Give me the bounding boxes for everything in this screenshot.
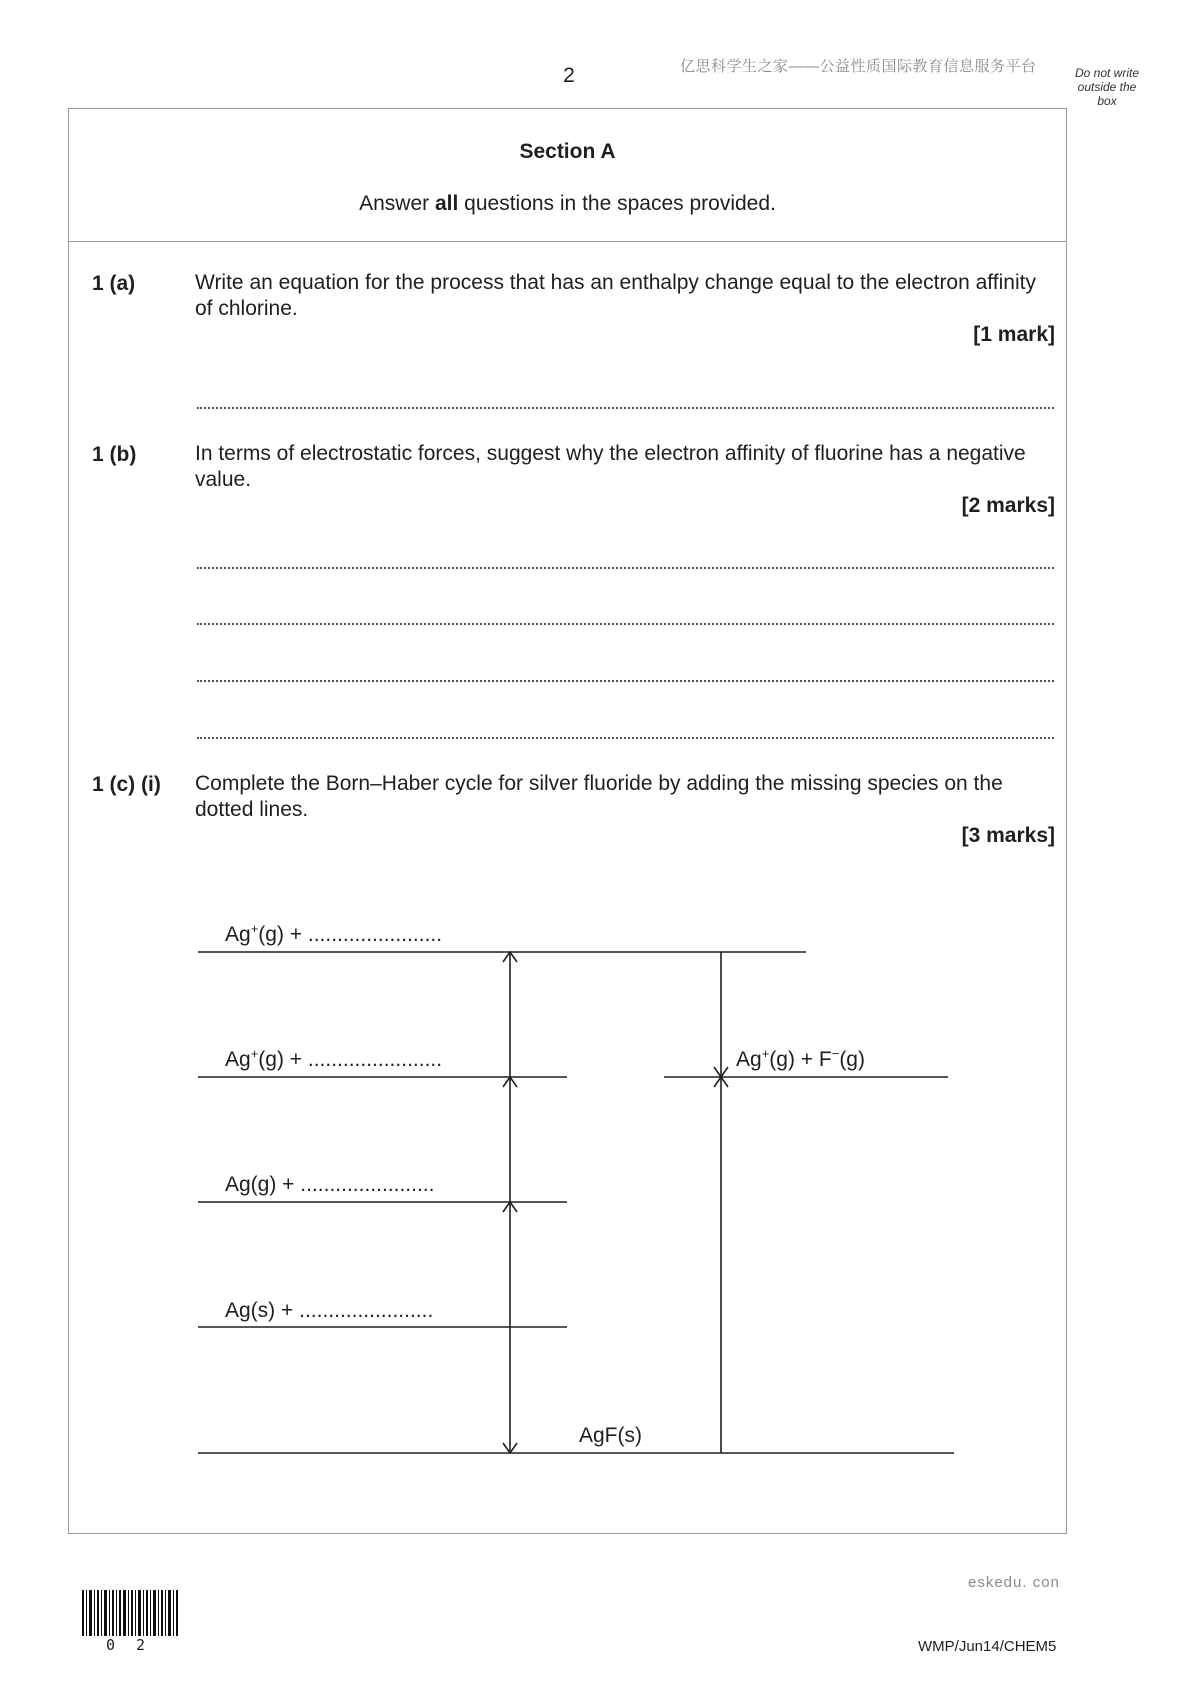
footer-code: WMP/Jun14/CHEM5 [918, 1638, 1057, 1655]
margin-note-line-1: Do not write [1074, 66, 1140, 80]
level2-rest[interactable]: (g) + ....................... [258, 1048, 443, 1071]
level-label-3[interactable]: Ag(g) + ....................... [225, 1173, 435, 1196]
ions-c: (g) [839, 1048, 865, 1071]
question-number-1b: 1 (b) [92, 443, 137, 466]
ions-a: Ag [736, 1048, 762, 1071]
barcode-number: 0 2 [106, 1636, 152, 1654]
level2-base: Ag [225, 1048, 251, 1071]
ions-label [736, 1046, 865, 1072]
level2-sup: + [250, 1046, 259, 1061]
level1-base: Ag [225, 923, 251, 946]
instruction-pre: Answer [359, 192, 435, 215]
question-text-1b: In terms of electrostatic forces, suggest why the electron affinity of fluorine has a negative value. [195, 442, 1026, 491]
barcode-icon [82, 1590, 178, 1636]
question-text-1a: Write an equation for the process that has an enthalpy change equal to the electron affinity of chlorine. [195, 271, 1036, 320]
section-title: Section A [519, 140, 616, 163]
marks-1a: [1 mark] [973, 323, 1055, 346]
watermark-text: 亿思科学生之家——公益性质国际教育信息服务平台 [680, 58, 1037, 75]
level-label-4[interactable]: Ag(s) + ....................... [225, 1299, 434, 1322]
level1-rest[interactable]: (g) + ....................... [258, 923, 443, 946]
question-number-1ci: 1 (c) (i) [92, 773, 161, 796]
ions-b-sup: − [831, 1046, 840, 1061]
instruction-bold: all [434, 192, 459, 215]
margin-note-line-2: outside the [1077, 80, 1137, 94]
product-label: AgF(s) [579, 1424, 642, 1447]
instruction-post: questions in the spaces provided. [458, 192, 776, 215]
question-text-1ci: Complete the Born–Haber cycle for silver fluoride by adding the missing species on the dotted lines. [195, 772, 1003, 821]
level-label-2 [225, 1046, 442, 1072]
footer-site: eskedu. con [968, 1574, 1060, 1591]
page-number: 2 [563, 64, 575, 87]
ions-b: (g) + F [769, 1048, 832, 1071]
ions-a-sup: + [761, 1046, 770, 1061]
level1-sup: + [250, 921, 259, 936]
margin-note-line-3: box [1097, 94, 1117, 108]
marks-1b: [2 marks] [961, 494, 1055, 517]
question-number-1a: 1 (a) [92, 272, 136, 295]
marks-1ci: [3 marks] [961, 824, 1055, 847]
level-label-1 [225, 921, 442, 947]
